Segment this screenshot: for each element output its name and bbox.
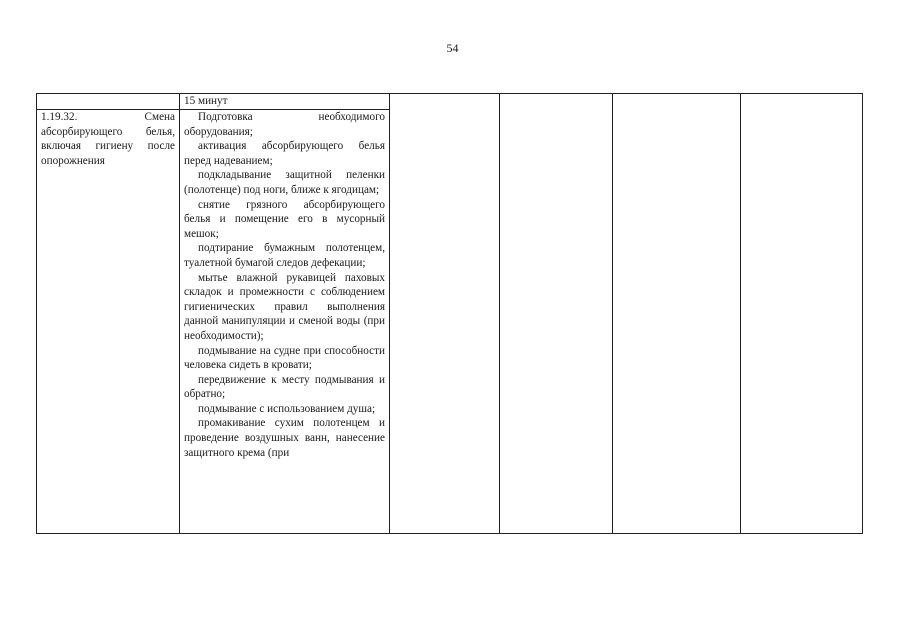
column-3-cell	[390, 94, 500, 534]
continuation-time-text: 15 минут	[184, 95, 228, 107]
service-step: снятие грязного абсорбирующего белья и помещение его в мусорный мешок;	[184, 198, 385, 240]
service-step: подмывание на судне при способности человека сидеть в кровати;	[184, 344, 385, 372]
column-4-cell	[500, 94, 613, 534]
column-5-cell	[613, 94, 741, 534]
service-name: 1.19.32. Смена абсорбирующего белья, включая гигиену после опорожнения	[41, 111, 175, 167]
service-step: активация абсорбирующего белья перед надеванием;	[184, 140, 385, 167]
continuation-cell-time	[180, 94, 390, 110]
page-number: 54	[446, 41, 459, 55]
service-step: подкладывание защитной пеленки (полотенце) под ноги, ближе к ягодицам;	[184, 169, 385, 196]
continuation-cell-empty	[37, 94, 180, 110]
service-step: мытье влажной рукавицей паховых складок и промежности с соблюдением гигиенических правил выполнения данной манипуляции и сменой воды (при необходимости);	[184, 271, 385, 342]
service-step: передвижение к месту подмывания и обратно;	[184, 373, 385, 401]
service-step: промакивание сухим полотенцем и проведение воздушных ванн, нанесение защитного крема (при	[184, 417, 385, 459]
column-6-cell	[741, 94, 863, 534]
service-step: Подготовка необходимого оборудования;	[184, 111, 385, 138]
service-step: подтирание бумажным полотенцем, туалетной бумагой следов дефекации;	[184, 242, 385, 269]
service-step: подмывание с использованием душа;	[198, 402, 376, 415]
service-name-cell	[37, 110, 180, 534]
service-steps-cell	[180, 110, 390, 534]
services-table	[36, 93, 863, 534]
table-row	[37, 94, 863, 110]
